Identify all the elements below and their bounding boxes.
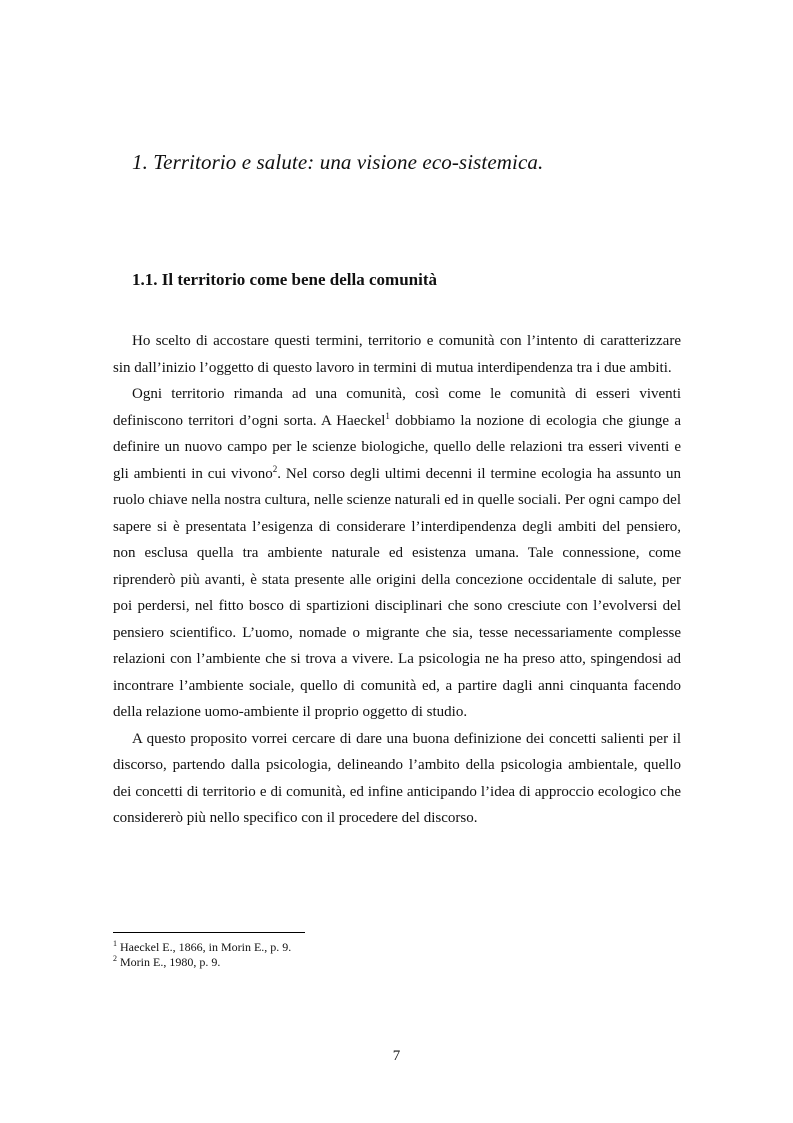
footnote-ref-2: 2 bbox=[272, 463, 278, 474]
footnote-number: 2 bbox=[113, 954, 117, 963]
section-title: 1.1. Il territorio come bene della comunità bbox=[132, 270, 437, 289]
paragraph-2-part-c: . Nel corso degli ultimi decenni il termine ecologia ha assunto un ruolo chiave nella nostra cultura, nelle scienze naturali ed in quelle sociali. Per ogni campo del sapere si è presentata l’esigenza di considerare l’interdipendenza degli ambiti del pensiero, non esclusa quella tra ambiente naturale ed esistenza umana. Tale connessione, come riprenderò più avanti, è stata presente alle origini della concezione occidentale di salute, per poi perdersi, nel fitto bosco di spartizioni disciplinari che sono cresciute con l’evolversi del pensiero scientifico. L’uomo, nomade o migrante che sia, tesse necessariamente complesse relazioni con l’ambiente che si trova a vivere. La psicologia ne ha preso atto, spingendosi ad incontrare l’ambiente sociale, quello di comunità ed, a partire dagli anni cinquanta facendo della relazione uomo-ambiente il proprio oggetto di studio. bbox=[113, 465, 682, 720]
chapter-title: 1. Territorio e salute: una visione eco-sistemica. bbox=[132, 150, 544, 174]
paragraph-1: Ho scelto di accostare questi termini, territorio e comunità con l’intento di caratterizzare sin dall’inizio l’oggetto di questo lavoro in termini di mutua interdipendenza tra i due ambiti. bbox=[113, 333, 681, 376]
footnote-ref-1: 1 bbox=[385, 410, 390, 421]
paragraph-2 bbox=[113, 381, 681, 726]
footnotes bbox=[113, 940, 291, 970]
footnote-1 bbox=[113, 940, 291, 955]
paragraph-2-part-a: Ogni territorio rimanda ad una comunità, così come le comunità di esseri viventi definiscono territori d’ogni sorta. A Haeckel bbox=[113, 386, 681, 429]
body-text bbox=[113, 328, 681, 832]
paragraph-2-part-b: dobbiamo la nozione di ecologia che giunge a definire un nuovo campo per le scienze biologiche, quello delle relazioni tra esseri viventi e gli ambienti in cui vivono bbox=[113, 412, 681, 482]
page-number: 7 bbox=[392, 1048, 401, 1064]
paragraph-3: A questo proposito vorrei cercare di dare una buona definizione dei concetti salienti per il discorso, partendo dalla psicologia, delineando l’ambito della psicologia ambientale, quello dei concetti di territorio e di comunità, ed infine anticipando l’idea di approccio ecologico che considererò più nello specifico con il procedere del discorso. bbox=[113, 730, 681, 826]
footnote-text: Morin E., 1980, p. 9. bbox=[117, 955, 221, 969]
footnote-2 bbox=[113, 955, 291, 970]
footnote-divider bbox=[113, 932, 305, 933]
footnote-number: 1 bbox=[113, 939, 117, 948]
footnote-text: Haeckel E., 1866, in Morin E., p. 9. bbox=[117, 940, 292, 954]
